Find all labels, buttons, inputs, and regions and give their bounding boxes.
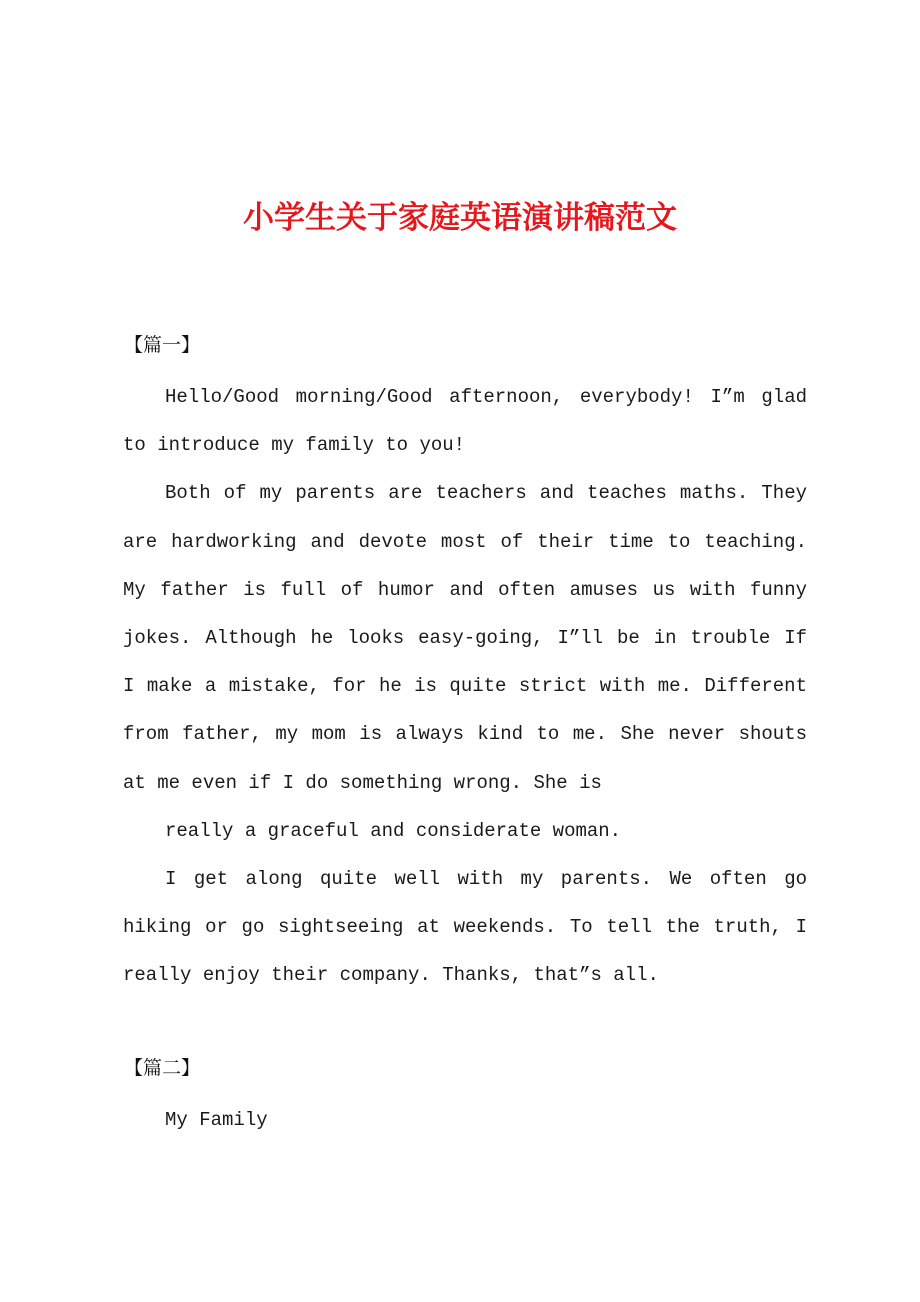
- section-label-2: 【篇二】: [124, 1057, 201, 1079]
- document-title: 小学生关于家庭英语演讲稿范文: [243, 200, 677, 236]
- section-1-body: [123, 373, 807, 1000]
- section-2-body: [123, 1096, 807, 1144]
- paragraph: really a graceful and considerate woman.: [165, 819, 622, 842]
- paragraph: I get along quite well with my parents. We often go hiking or go sightseeing at weekends. To tell the truth, I really enjoy their company. Thanks, that”s all.: [123, 868, 807, 987]
- paragraph: Both of my parents are teachers and teaches maths. They are hardworking and devote most of their time to teaching. My father is full of humor and often amuses us with funny jokes. Although he looks easy-going, I”ll be in trouble If I make a mistake, for he is quite strict with me. Different from father, my mom is always kind to me. She never shouts at me even if I do something wrong. She is: [123, 482, 807, 794]
- paragraph: My Family: [165, 1109, 268, 1131]
- paragraph: Hello/Good morning/Good afternoon, everybody! I”m glad to introduce my family to you!: [123, 386, 807, 457]
- section-label-1: 【篇一】: [124, 334, 201, 356]
